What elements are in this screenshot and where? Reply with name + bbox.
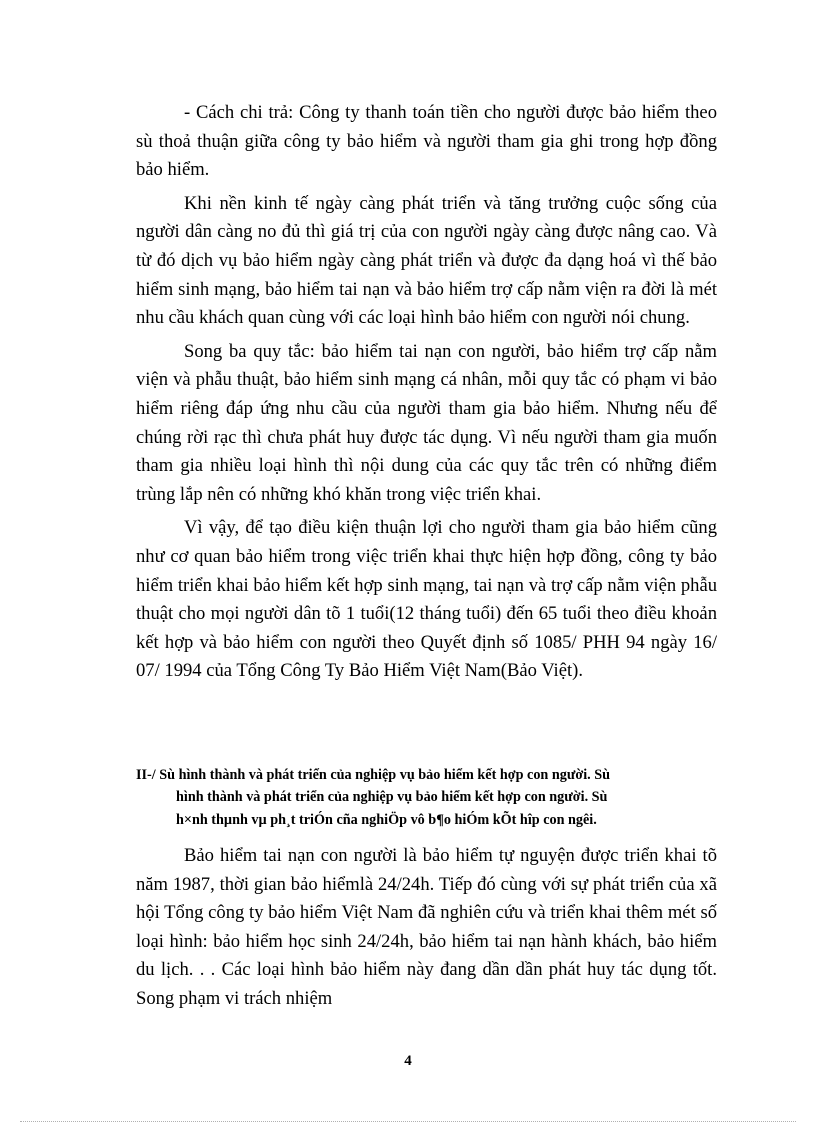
paragraph-accident-insurance: Bảo hiểm tai nạn con người là bảo hiểm tự nguyện được triển khai tõ năm 1987, thời gian bảo hiểmlà 24/24h. Tiếp đó cùng với sự phát triển của xã hội Tổng công ty bảo hiểm Việt Nam đã nghiên cứu và triển khai thêm mét số loại hình: bảo hiểm học sinh 24/24h, bảo hiểm tai nạn hành khách, bảo hiểm du lịch. . . Các loại hình bảo hiểm này đang dần dần phát huy tác dụng tốt. Song phạm vi trách nhiệm — [136, 845, 717, 1009]
paragraph-three-rules: Song ba quy tắc: bảo hiểm tai nạn con người, bảo hiểm trợ cấp nằm viện và phẫu thuật, bảo hiểm sinh mạng cá nhân, mỗi quy tắc có phạm vi bảo hiểm riêng đáp ứng nhu cầu của người tham gia bảo hiểm. Nhưng nếu để chúng rời rạc thì chưa phát huy được tác dụng. Vì nếu người tham gia muốn tham gia nhiều loại hình thì nội dung của các quy tắc trên có những điểm trùng lắp nên có những khó khăn trong việc triển khai. — [136, 340, 717, 505]
paragraph-combined-insurance: Vì vậy, để tạo điều kiện thuận lợi cho người tham gia bảo hiểm cũng như cơ quan bảo hiểm trong việc triển khai thực hiện hợp đồng, công ty bảo hiểm triển khai bảo hiểm kết hợp sinh mạng, tai nạn và trợ cấp nằm viện phẫu thuật cho mọi người dân tõ 1 tuổi(12 tháng tuổi) đến 65 tuổi theo điều khoản kết hợp và bảo hiểm con người theo Quyết định số 1085/ PHH 94 ngày 16/ 07/ 1994 của Tổng Công Ty Bảo Hiểm Việt Nam(Bảo Việt). — [136, 517, 717, 682]
paragraph-payment-method: - Cách chi trả: Công ty thanh toán tiền cho người được bảo hiểm theo sù thoả thuận giữa công ty bảo hiểm và người tham gia ghi trong hợp đồng bảo hiểm. — [136, 102, 717, 181]
page-number: 4 — [404, 1053, 412, 1069]
page-bottom-divider — [20, 1121, 796, 1122]
body-text-lower — [136, 842, 717, 1019]
section-heading — [136, 764, 716, 831]
heading-line-2: hình thành và phát triển của nghiệp vụ bảo hiểm kết hợp con người. Sù — [176, 789, 608, 806]
heading-line-3: h×nh thµnh vµ ph¸t triÓn cña nghiÖp vô b¶o hiÓm kÕt hîp con ngêi. — [176, 811, 597, 828]
body-text-upper — [136, 99, 717, 691]
heading-line-1: II-/ Sù hình thành và phát triển của nghiệp vụ bảo hiểm kết hợp con người. Sù — [136, 767, 611, 783]
paragraph-economic-development: Khi nền kinh tế ngày càng phát triển và tăng trưởng cuộc sống của người dân càng no đủ thì giá trị của con người ngày càng được nâng cao. Và từ đó dịch vụ bảo hiểm ngày càng phát triển và được đa dạng hoá vì thế bảo hiểm sinh mạng, bảo hiểm tai nạn và bảo hiểm trợ cấp nằm viện ra đời là mét nhu cầu khách quan cùng với các loại hình bảo hiểm con người nói chung. — [136, 192, 717, 329]
